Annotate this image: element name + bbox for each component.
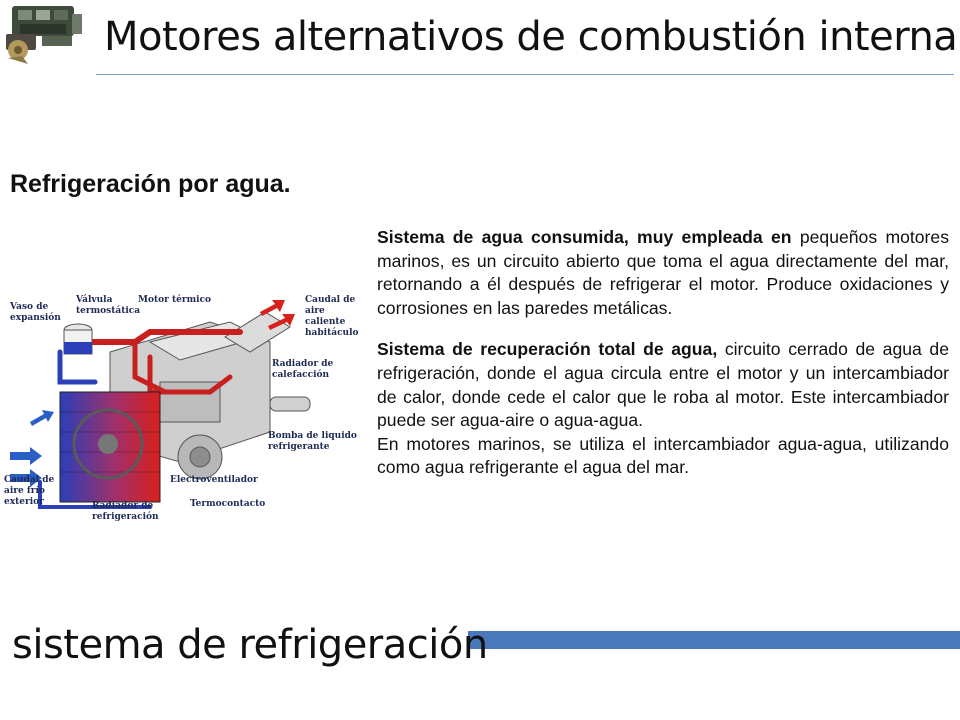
body-text bbox=[377, 226, 949, 480]
label-caudal-caliente-3: caliente bbox=[305, 317, 346, 327]
radiator bbox=[60, 392, 160, 502]
label-motor: Motor térmico bbox=[138, 295, 212, 305]
label-termocontacto: Termocontacto bbox=[190, 499, 266, 509]
label-caudal-caliente-4: habitáculo bbox=[305, 328, 359, 338]
label-valvula-1: Válvula bbox=[76, 295, 113, 305]
footer-section-title: sistema de refrigeración bbox=[12, 622, 488, 668]
section-subtitle: Refrigeración por agua. bbox=[10, 170, 291, 198]
label-radiador-refrigeracion-2: refrigeración bbox=[92, 512, 159, 522]
label-vaso-1: Vaso de bbox=[10, 302, 49, 312]
paragraph-2-text: circuito cerrado de agua de refrigeración, donde el agua circula entre el motor y un intercambiador de calor, donde cede el calor que le roba al motor. Este intercambiador puede ser agua-aire o agua-agua. bbox=[377, 339, 949, 431]
label-radiador-refrigeracion-1: Radiador de bbox=[92, 501, 154, 511]
paragraph-1-text: pequeños motores marinos, es un circuito abierto que toma el agua directamente del mar, retornando a él después de refrigerar el motor. Produce oxidaciones y corrosiones en las paredes metálicas. bbox=[377, 227, 949, 318]
title-divider bbox=[96, 74, 954, 75]
label-caudal-caliente-2: aire bbox=[305, 306, 325, 316]
paragraph-1-heading: Sistema de agua consumida, muy empleada en bbox=[377, 227, 792, 247]
footer-accent-bar bbox=[468, 631, 960, 649]
paragraph-recuperacion-total bbox=[377, 338, 949, 432]
label-caudal-frio-2: aire frío bbox=[4, 486, 45, 496]
label-electroventilador: Electroventilador bbox=[170, 475, 258, 485]
cold-hose bbox=[60, 352, 95, 382]
label-bomba-1: Bomba de liquido bbox=[268, 431, 357, 441]
paragraph-2-heading: Sistema de recuperación total de agua, bbox=[377, 339, 718, 360]
paragraph-agua-consumida bbox=[377, 226, 949, 320]
label-caudal-caliente-1: Caudal de bbox=[305, 295, 356, 305]
label-vaso-2: expansión bbox=[10, 313, 61, 323]
label-radiador-calefaccion-2: calefacción bbox=[272, 370, 330, 380]
paragraph-motores-marinos: En motores marinos, se utiliza el intercambiador agua-agua, utilizando como agua refrigerante el agua del mar. bbox=[377, 433, 949, 478]
cooling-system-diagram bbox=[0, 282, 372, 532]
label-radiador-calefaccion-1: Radiador de bbox=[272, 359, 334, 369]
page-title: Motores alternativos de combustión interna bbox=[104, 14, 958, 60]
engine-logo-image bbox=[2, 0, 98, 68]
label-caudal-frio-1: Caudal de bbox=[4, 475, 55, 485]
label-bomba-2: refrigerante bbox=[268, 442, 330, 452]
expansion-tank bbox=[64, 324, 92, 354]
label-caudal-frio-3: exterior bbox=[4, 497, 44, 507]
label-valvula-2: termostática bbox=[76, 306, 141, 316]
